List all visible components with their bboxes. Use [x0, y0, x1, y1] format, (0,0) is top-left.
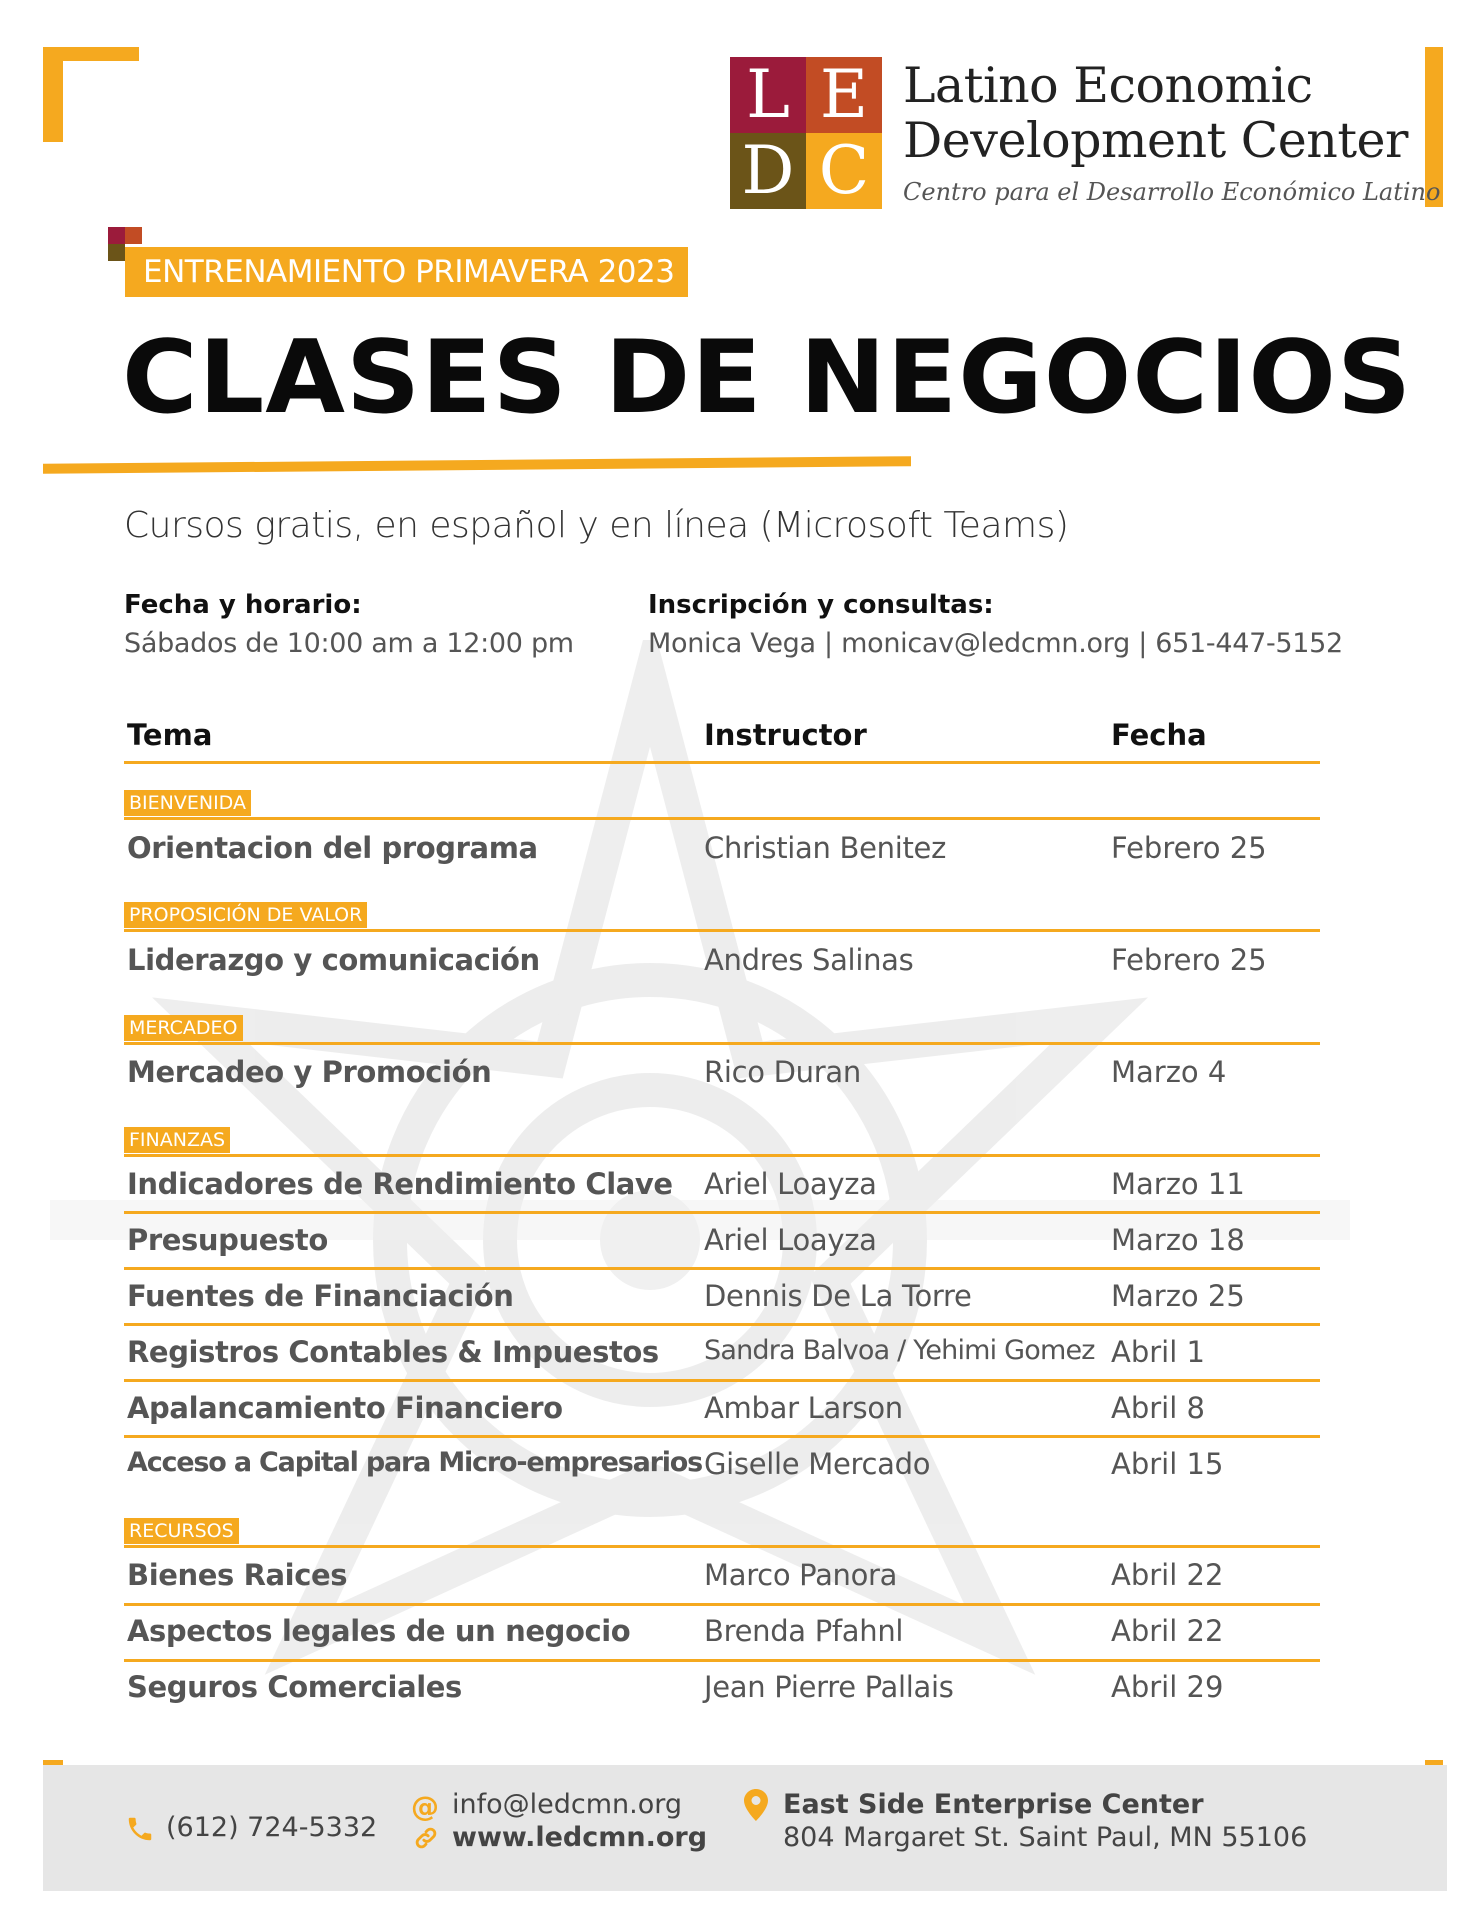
- row-rule: [124, 1379, 1320, 1382]
- table-row: [0, 1055, 1484, 1095]
- footer-phone[interactable]: (612) 724-5332: [166, 1812, 378, 1843]
- footer-address: 804 Margaret St. Saint Paul, MN 55106: [783, 1822, 1308, 1853]
- column-header-tema: Tema: [127, 718, 213, 752]
- row-tema: Seguros Comerciales: [127, 1670, 462, 1704]
- row-rule: [124, 1211, 1320, 1214]
- logo-letter: C: [806, 133, 882, 209]
- location-pin-icon: [744, 1789, 768, 1821]
- row-instructor: Jean Pierre Pallais: [704, 1670, 954, 1704]
- page-title: CLASES DE NEGOCIOS: [122, 318, 1413, 436]
- row-instructor: Giselle Mercado: [704, 1447, 931, 1481]
- ledc-logo: [730, 57, 882, 209]
- table-row: [0, 1279, 1484, 1319]
- link-icon: [413, 1825, 439, 1851]
- category-label: RECURSOS: [124, 1518, 239, 1544]
- column-header-fecha: Fecha: [1111, 718, 1207, 752]
- row-fecha: Febrero 25: [1111, 943, 1267, 977]
- title-underline: [43, 456, 911, 474]
- organization-name-line1: Latino Economic: [903, 57, 1313, 114]
- row-rule: [124, 1323, 1320, 1326]
- category-label: BIENVENIDA: [124, 790, 251, 816]
- row-rule: [124, 1659, 1320, 1662]
- organization-tagline: Centro para el Desarrollo Económico Latino: [903, 178, 1441, 206]
- row-instructor: Sandra Balvoa / Yehimi Gomez: [704, 1335, 1095, 1366]
- logo-letter: D: [730, 133, 806, 209]
- table-row: [0, 1391, 1484, 1431]
- row-rule: [124, 1545, 1320, 1548]
- page-subtitle: Cursos gratis, en español y en línea (Microsoft Teams): [124, 505, 1069, 546]
- footer-email[interactable]: info@ledcmn.org: [452, 1789, 683, 1820]
- row-instructor: Christian Benitez: [704, 831, 947, 865]
- row-tema: Acceso a Capital para Micro-empresarios: [127, 1447, 703, 1478]
- phone-icon: [125, 1814, 155, 1844]
- organization-name-line2: Development Center: [903, 112, 1408, 169]
- row-tema: Mercadeo y Promoción: [127, 1055, 492, 1089]
- row-instructor: Marco Panora: [704, 1558, 898, 1592]
- decor-square: [125, 227, 142, 244]
- row-fecha: Marzo 25: [1111, 1279, 1245, 1313]
- logo-letter: L: [730, 57, 806, 133]
- schedule-label: Fecha y horario:: [124, 590, 362, 620]
- row-rule: [124, 1603, 1320, 1606]
- table-row: [0, 831, 1484, 871]
- row-tema: Aspectos legales de un negocio: [127, 1614, 631, 1648]
- row-instructor: Ambar Larson: [704, 1391, 903, 1425]
- category-label: FINANZAS: [124, 1127, 230, 1153]
- row-tema: Apalancamiento Financiero: [127, 1391, 563, 1425]
- row-fecha: Abril 15: [1111, 1447, 1224, 1481]
- row-fecha: Abril 22: [1111, 1558, 1224, 1592]
- row-fecha: Febrero 25: [1111, 831, 1267, 865]
- header-rule: [124, 761, 1320, 764]
- table-row: [0, 1335, 1484, 1375]
- row-tema: Bienes Raices: [127, 1558, 348, 1592]
- row-tema: Registros Contables & Impuestos: [127, 1335, 659, 1369]
- row-rule: [124, 1435, 1320, 1438]
- table-row: [0, 1167, 1484, 1207]
- row-instructor: Dennis De La Torre: [704, 1279, 972, 1313]
- email-icon: @: [411, 1790, 439, 1823]
- row-instructor: Ariel Loayza: [704, 1167, 877, 1201]
- table-row: [0, 1447, 1484, 1487]
- contact-value: Monica Vega | monicav@ledcmn.org | 651-447-5152: [648, 628, 1343, 659]
- row-fecha: Marzo 18: [1111, 1223, 1245, 1257]
- row-tema: Fuentes de Financiación: [127, 1279, 514, 1313]
- contact-label: Inscripción y consultas:: [648, 590, 994, 620]
- table-row: [0, 1223, 1484, 1263]
- season-tag: ENTRENAMIENTO PRIMAVERA 2023: [125, 247, 688, 297]
- row-rule: [124, 817, 1320, 820]
- row-fecha: Abril 1: [1111, 1335, 1205, 1369]
- decor-square: [108, 244, 125, 261]
- footer-website[interactable]: www.ledcmn.org: [452, 1822, 708, 1853]
- row-instructor: Andres Salinas: [704, 943, 914, 977]
- logo-letter: E: [806, 57, 882, 133]
- row-fecha: Abril 8: [1111, 1391, 1205, 1425]
- row-rule: [124, 1154, 1320, 1157]
- row-fecha: Marzo 4: [1111, 1055, 1227, 1089]
- table-row: [0, 943, 1484, 983]
- category-label: PROPOSICIÓN DE VALOR: [124, 902, 367, 928]
- row-instructor: Rico Duran: [704, 1055, 861, 1089]
- row-rule: [124, 929, 1320, 932]
- row-fecha: Abril 29: [1111, 1670, 1224, 1704]
- row-instructor: Brenda Pfahnl: [704, 1614, 904, 1648]
- row-tema: Liderazgo y comunicación: [127, 943, 540, 977]
- row-tema: Orientacion del programa: [127, 831, 538, 865]
- row-fecha: Marzo 11: [1111, 1167, 1245, 1201]
- row-rule: [124, 1042, 1320, 1045]
- row-instructor: Ariel Loayza: [704, 1223, 877, 1257]
- footer-venue: East Side Enterprise Center: [783, 1789, 1204, 1820]
- category-label: MERCADEO: [124, 1015, 243, 1041]
- table-row: [0, 1558, 1484, 1598]
- row-rule: [124, 1267, 1320, 1270]
- column-header-instructor: Instructor: [704, 718, 867, 752]
- table-row: [0, 1670, 1484, 1710]
- row-tema: Indicadores de Rendimiento Clave: [127, 1167, 673, 1201]
- row-fecha: Abril 22: [1111, 1614, 1224, 1648]
- organization-name: [903, 58, 1408, 168]
- schedule-value: Sábados de 10:00 am a 12:00 pm: [124, 628, 574, 659]
- corner-bracket-top-left-v: [43, 47, 63, 142]
- decor-square: [108, 227, 125, 244]
- row-tema: Presupuesto: [127, 1223, 328, 1257]
- contact-footer: [43, 1765, 1447, 1891]
- table-row: [0, 1614, 1484, 1654]
